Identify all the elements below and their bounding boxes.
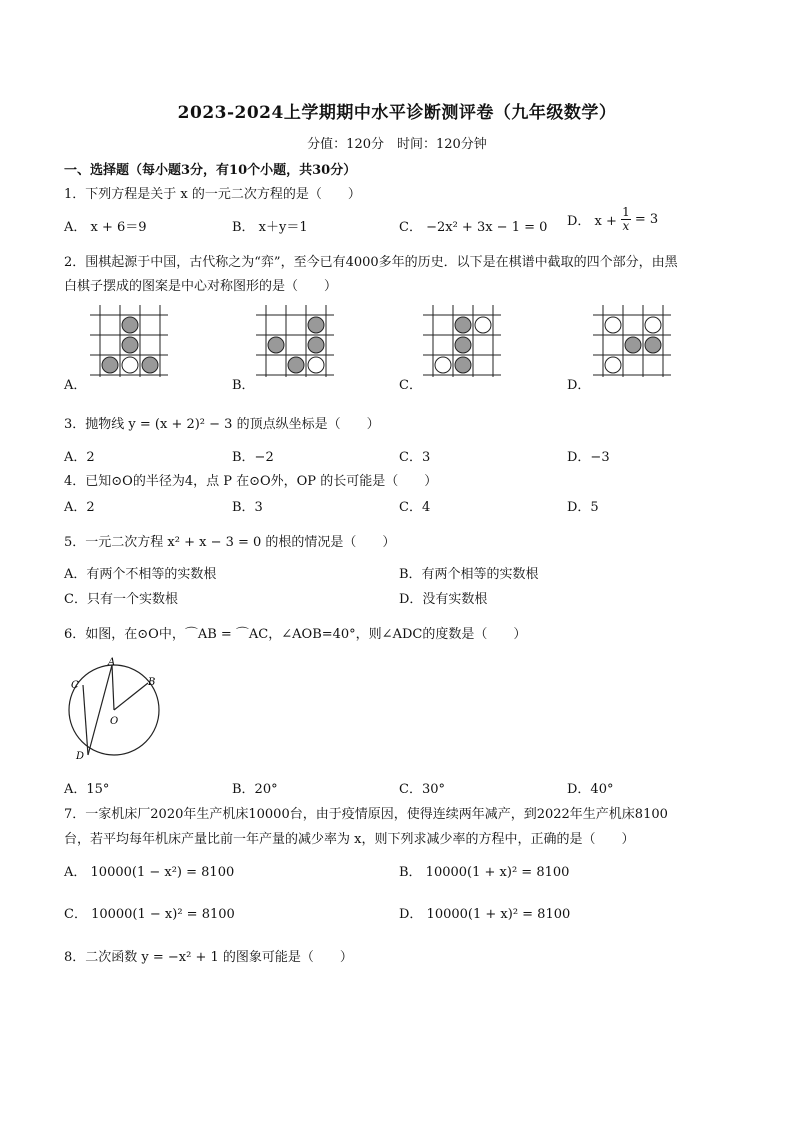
question-5-stem: 5．一元二次方程 x² + x − 3 = 0 的根的情况是（ ） (64, 535, 396, 550)
question-1-option-c: C． −2x² + 3x − 1 = 0 (399, 220, 548, 235)
fraction-denominator: x (622, 219, 630, 233)
question-5-option-c: C．只有一个实数根 (64, 592, 178, 607)
question-2-option-d: D． (567, 378, 591, 393)
question-5-option-d: D．没有实数根 (399, 592, 488, 607)
question-7-stem-line-2: 台，若平均每年机床产量比前一年产量的减少率为 x，则下列求减少率的方程中，正确的是（ ） (64, 832, 635, 847)
fraction (621, 206, 631, 233)
question-1-option-b: B． x＋y＝1 (232, 220, 308, 235)
question-6-stem: 6．如图，在⊙O中，⌒AB = ⌒AC，∠AOB=40°，则∠ADC的度数是（ ） (64, 627, 527, 642)
question-4-option-c: C．4 (399, 500, 431, 515)
question-2-option-a: A． (64, 378, 87, 393)
question-1-option-d (567, 206, 658, 233)
question-1-option-a: A． x + 6＝9 (64, 220, 147, 235)
section-heading: 一、选择题（每小题3分，有10个小题，共30分） (64, 163, 357, 178)
question-4-option-d: D．5 (567, 500, 599, 515)
question-6-option-d: D．40° (567, 782, 614, 797)
question-3-stem: 3．抛物线 y = (x + 2)² − 3 的顶点纵坐标是（ ） (64, 417, 380, 432)
option-d-suffix: = 3 (634, 212, 659, 227)
question-6-option-a: A．15° (64, 782, 110, 797)
fraction-numerator: 1 (622, 205, 630, 219)
page-title: 2023-2024上学期期中水平诊断测评卷（九年级数学） (177, 103, 617, 123)
question-5-option-b: B．有两个相等的实数根 (399, 567, 539, 582)
question-3-option-d: D．−3 (567, 450, 610, 465)
option-d-prefix: D． x + (567, 214, 617, 229)
question-6-option-b: B．20° (232, 782, 278, 797)
question-7-option-b: B． 10000(1 + x)² = 8100 (399, 865, 570, 880)
question-5-option-a: A．有两个不相等的实数根 (64, 567, 217, 582)
question-2-option-b: B． (232, 378, 255, 393)
question-2-stem-line-1: 2．围棋起源于中国，古代称之为“弈”，至今已有4000多年的历史．以下是在棋谱中截取的四个部分，由黑 (64, 255, 678, 270)
question-6-option-c: C．30° (399, 782, 445, 797)
go-board-figure-c (423, 305, 503, 377)
question-8-stem: 8．二次函数 y = −x² + 1 的图象可能是（ ） (64, 950, 353, 965)
exam-info: 分值：120分 时间：120分钟 (307, 137, 487, 152)
question-7-option-a: A． 10000(1 − x²) = 8100 (64, 865, 235, 880)
label-d: D (76, 751, 85, 762)
question-3-option-a: A．2 (64, 450, 95, 465)
question-1-stem: 1．下列方程是关于 x 的一元二次方程的是（ ） (64, 187, 361, 202)
question-2-option-c: C． (399, 378, 422, 393)
label-a: A (108, 657, 116, 668)
question-3-option-b: B．−2 (232, 450, 274, 465)
circle-geometry-figure (64, 655, 174, 765)
question-7-option-c: C． 10000(1 − x)² = 8100 (64, 907, 235, 922)
question-7-stem-line-1: 7．一家机床厂2020年生产机床10000台，由于疫情原因，使得连续两年减产，到2022年生产机床8100 (64, 807, 668, 822)
label-o: O (110, 716, 119, 727)
label-c: C (71, 680, 79, 691)
question-3-option-c: C．3 (399, 450, 431, 465)
go-board-figure-b (256, 305, 336, 377)
question-4-option-a: A．2 (64, 500, 95, 515)
go-board-figure-a (90, 305, 170, 377)
go-board-figure-d (593, 305, 673, 377)
question-4-option-b: B．3 (232, 500, 263, 515)
label-b: B (148, 677, 156, 688)
question-4-stem: 4．已知⊙O的半径为4，点 P 在⊙O外，OP 的长可能是（ ） (64, 474, 438, 489)
question-2-stem-line-2: 白棋子摆成的图案是中心对称图形的是（ ） (64, 279, 338, 294)
question-7-option-d: D． 10000(1 + x)² = 8100 (399, 907, 571, 922)
